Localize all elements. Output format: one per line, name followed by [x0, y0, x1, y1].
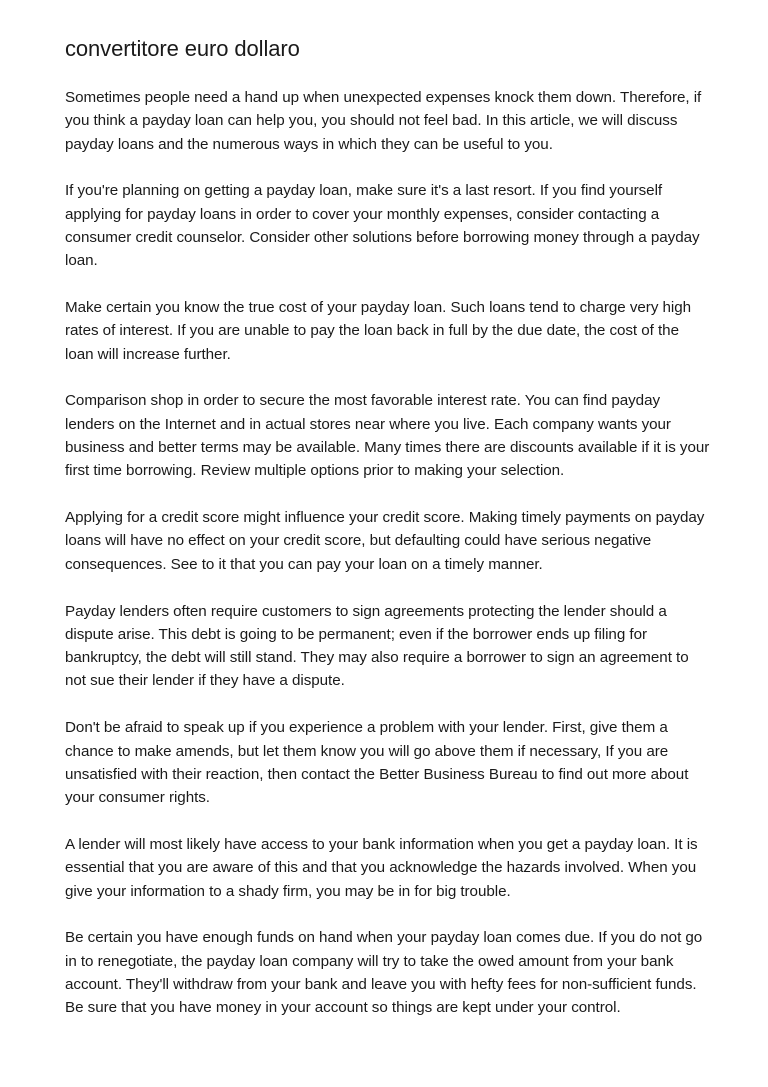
- paragraph-6: Payday lenders often require customers to sign agreements protecting the lender should a dispute arise. This debt is going to be permanent; even if the borrower ends up filing for bankruptcy, the debt will still stand. They may also require a borrower to sign an agreement to not sue their lender if they have a dispute.: [65, 602, 689, 690]
- paragraph-8: A lender will most likely have access to your bank information when you get a payday loan. It is essential that you are aware of this and that you acknowledge the hazards involved. When you give your information to a shady firm, you may be in for big trouble.: [65, 835, 698, 900]
- paragraph-7: Don't be afraid to speak up if you experience a problem with your lender. First, give them a chance to make amends, but let them know you will go above them if necessary, If you are unsatisfied with their reaction, then contact the Better Business Bureau to find out more about your consumer rights.: [65, 719, 689, 807]
- paragraph-3: Make certain you know the true cost of your payday loan. Such loans tend to charge very high rates of interest. If you are unable to pay the loan back in full by the due date, the cost of the loan will increase further.: [65, 299, 692, 363]
- paragraph-9: Be certain you have enough funds on hand when your payday loan comes due. If you do not go in to renegotiate, the payday loan company will try to take the owed amount from your bank account. They'll withdraw from your bank and leave you with hefty fees for non-sufficient funds. Be sure that you have money in your account so things are kept under your control.: [65, 929, 703, 1017]
- paragraph-5: Applying for a credit score might influence your credit score. Making timely payments on payday loans will have no effect on your credit score, but defaulting could have serious negative consequences. See to it that you can pay your loan on a timely manner.: [65, 509, 705, 573]
- page-title: convertitore euro dollaro: [65, 36, 300, 61]
- paragraph-2: If you're planning on getting a payday loan, make sure it's a last resort. If you find yourself applying for payday loans in order to cover your monthly expenses, consider contacting a consumer credit counselor. Consider other solutions before borrowing money through a payday loan.: [65, 182, 700, 270]
- paragraph-4: Comparison shop in order to secure the most favorable interest rate. You can find payday lenders on the Internet and in actual stores near where you live. Each company wants your business and better terms may be available. Many times there are discounts available if it is your first time borrowing. Review multiple options prior to making your selection.: [65, 392, 710, 480]
- document-page: [65, 34, 710, 1043]
- paragraph-1: Sometimes people need a hand up when unexpected expenses knock them down. Therefore, if you think a payday loan can help you, you should not feel bad. In this article, we will discuss payday loans and the numerous ways in which they can be useful to you.: [65, 89, 702, 153]
